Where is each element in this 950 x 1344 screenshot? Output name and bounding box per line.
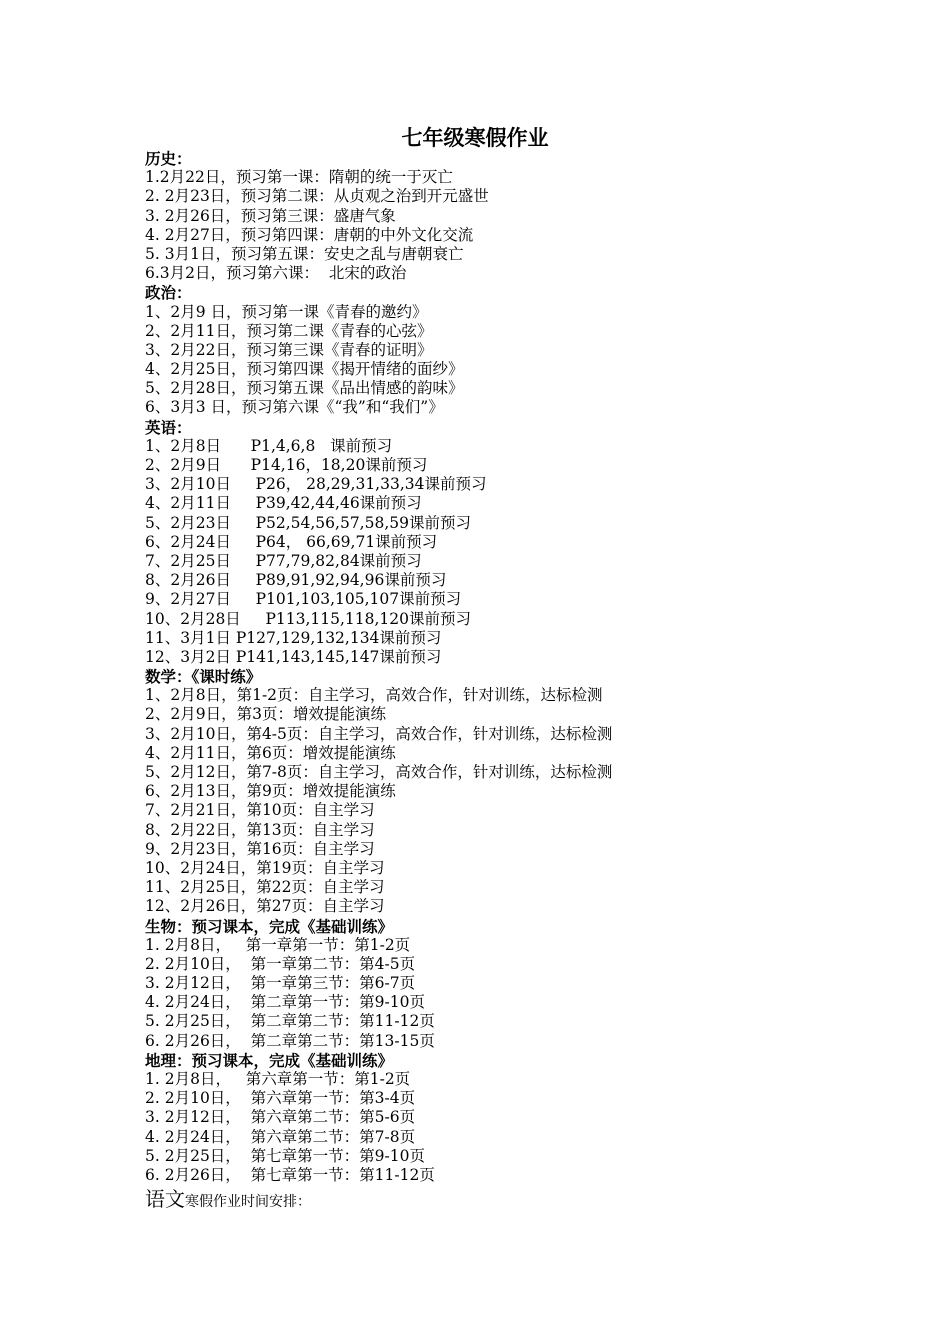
list-item: 7、2月25日 P77,79,82,84课前预习 (145, 551, 422, 570)
list-item: 6、2月24日 P64， 66,69,71课前预习 (145, 532, 438, 551)
page-title: 七年级寒假作业 (401, 125, 549, 150)
list-item: 12、3月2日 P141,143,145,147课前预习 (145, 647, 442, 666)
section-heading-history: 历史： (145, 149, 192, 168)
list-item: 3. 2月12日， 第六章第二节：第5-6页 (145, 1108, 416, 1127)
list-item: 3、2月10日，第4-5页：自主学习，高效合作，针对训练，达标检测 (145, 724, 613, 743)
list-item: 3. 2月26日，预习第三课：盛唐气象 (145, 206, 396, 225)
list-item: 11、3月1日 P127,129,132,134课前预习 (145, 628, 442, 647)
list-item: 5. 2月25日， 第二章第二节：第11-12页 (145, 1012, 435, 1031)
list-item: 4. 2月24日， 第二章第一节：第9-10页 (145, 993, 425, 1012)
list-item: 5. 2月25日， 第七章第一节：第9-10页 (145, 1146, 425, 1165)
footer-subject: 语文 (145, 1187, 185, 1211)
list-item: 5、2月28日，预习第五课《品出情感的韵味》 (145, 379, 464, 398)
list-item: 4. 2月27日，预习第四课：唐朝的中外文化交流 (145, 225, 474, 244)
list-item: 12、2月26日，第27页：自主学习 (145, 897, 385, 916)
section-heading-english: 英语： (145, 417, 192, 437)
list-item: 5. 3月1日，预习第五课：安史之乱与唐朝衰亡 (145, 244, 464, 263)
list-item: 10、2月28日 P113,115,118,120课前预习 (145, 609, 471, 628)
list-item: 10、2月24日，第19页：自主学习 (145, 858, 385, 877)
list-item: 2、2月11日，预习第二课《青春的心弦》 (145, 321, 433, 340)
list-item: 9、2月27日 P101,103,105,107课前预习 (145, 590, 462, 609)
list-item: 6.3月2日，预习第六课： 北宋的政治 (145, 264, 407, 283)
list-item: 1.2月22日，预习第一课：隋朝的统一于灭亡 (145, 168, 453, 187)
section-heading-politics: 政治： (145, 283, 192, 303)
list-item: 4、2月25日，预习第四课《揭开情绪的面纱》 (145, 360, 464, 379)
list-item: 4、2月11日 P39,42,44,46课前预习 (145, 494, 422, 513)
list-item: 6. 2月26日， 第二章第二节：第13-15页 (145, 1031, 435, 1050)
section-heading-geography: 地理：预习课本，完成《基础训练》 (145, 1050, 394, 1070)
list-item: 5、2月23日 P52,54,56,57,58,59课前预习 (145, 513, 471, 532)
list-item: 2. 2月10日， 第一章第二节：第4-5页 (145, 954, 416, 973)
list-item: 2、2月9日，第3页：增效提能演练 (145, 705, 386, 724)
document-body (145, 149, 925, 1185)
list-item: 3、2月22日，预习第三课《青春的证明》 (145, 340, 433, 359)
list-item: 1、2月9 日，预习第一课《青春的邀约》 (145, 302, 428, 321)
list-item: 5、2月12日，第7-8页：自主学习，高效合作，针对训练，达标检测 (145, 763, 613, 781)
list-item: 6、3月3 日，预习第六课《“我”和“我们”》 (145, 398, 444, 417)
list-item: 2. 2月10日， 第六章第一节：第3-4页 (145, 1089, 416, 1108)
list-item: 7、2月21日，第10页：自主学习 (145, 801, 375, 820)
list-item: 9、2月23日，第16页：自主学习 (145, 839, 375, 858)
list-item: 2、2月9日 P14,16，18,20课前预习 (145, 456, 428, 474)
list-item: 4. 2月24日， 第六章第二节：第7-8页 (145, 1127, 416, 1146)
list-item: 11、2月25日，第22页：自主学习 (145, 878, 385, 897)
list-item: 1. 2月8日， 第一章第一节：第1-2页 (145, 935, 411, 954)
list-item: 4、2月11日，第6页：增效提能演练 (145, 743, 396, 762)
section-heading-math: 数学：《课时练》 (145, 667, 262, 687)
list-item: 1. 2月8日， 第六章第一节：第1-2页 (145, 1070, 411, 1088)
section-heading-biology: 生物：预习课本，完成《基础训练》 (145, 916, 394, 936)
list-item: 1、2月8日 P1,4,6,8 课前预习 (145, 436, 393, 455)
list-item: 3. 2月12日， 第一章第三节：第6-7页 (145, 974, 416, 993)
footer-text: 寒假作业时间安排： (185, 1194, 311, 1210)
list-item: 6. 2月26日， 第七章第一节：第11-12页 (145, 1165, 435, 1184)
chinese-schedule-intro (145, 1186, 311, 1215)
list-item: 3、2月10日 P26， 28,29,31,33,34课前预习 (145, 475, 487, 494)
list-item: 1、2月8日，第1-2页：自主学习，高效合作，针对训练，达标检测 (145, 686, 603, 705)
list-item: 2. 2月23日，预习第二课：从贞观之治到开元盛世 (145, 187, 489, 206)
list-item: 8、2月22日，第13页：自主学习 (145, 820, 375, 839)
list-item: 6、2月13日，第9页：增效提能演练 (145, 782, 396, 801)
list-item: 8、2月26日 P89,91,92,94,96课前预习 (145, 571, 447, 590)
